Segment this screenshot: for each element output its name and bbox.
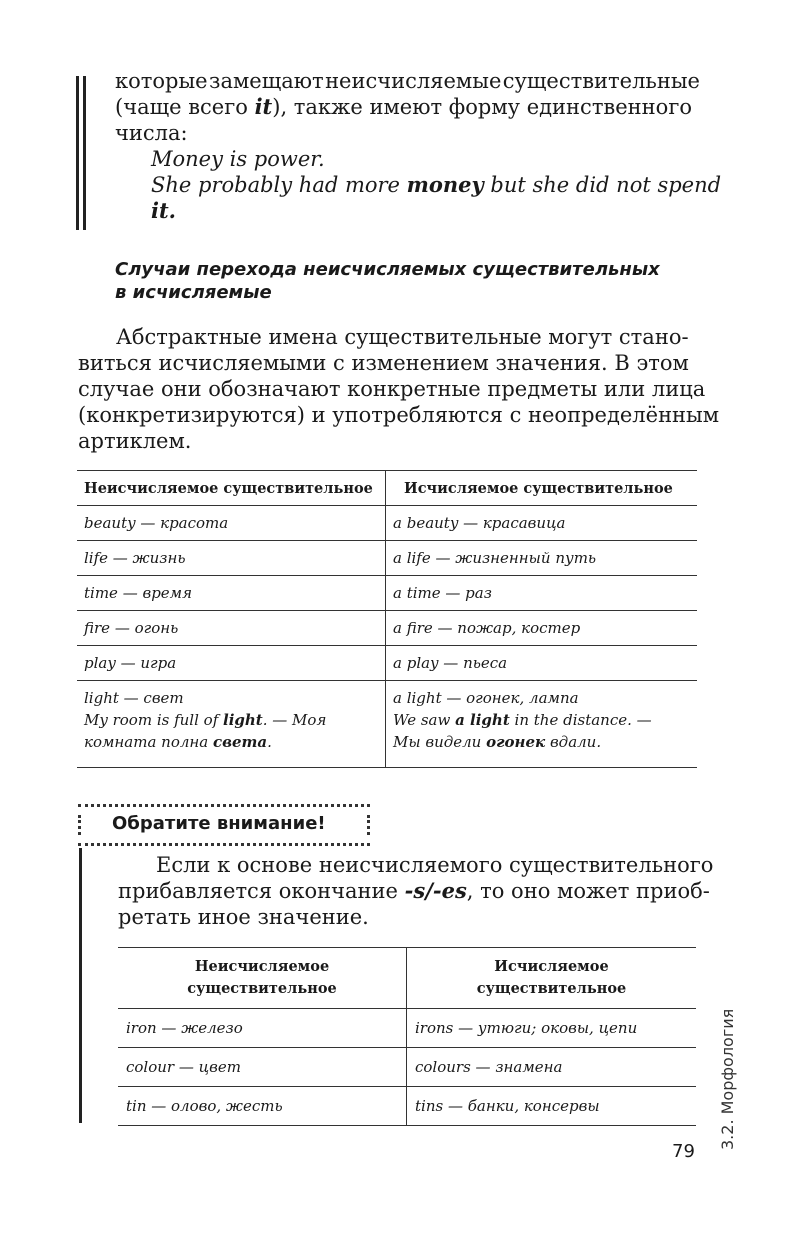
table-header-row bbox=[118, 948, 696, 1009]
noun-table-1 bbox=[77, 470, 697, 768]
table-row: colour — цвет colours — знамена bbox=[118, 1048, 696, 1087]
page-number: 79 bbox=[672, 1141, 695, 1162]
top-text-block bbox=[115, 68, 722, 224]
left-double-bar-1 bbox=[76, 76, 79, 230]
column-header: Неисчисляемое существительное bbox=[118, 948, 407, 1009]
note-title: Обратите внимание! bbox=[112, 813, 326, 834]
left-double-bar-2 bbox=[83, 76, 86, 230]
example-1: Money is power. bbox=[151, 147, 325, 171]
column-header: Исчисляемое существительное bbox=[386, 471, 698, 506]
table-row: beauty — красота a beauty — красавица bbox=[77, 506, 697, 541]
column-header: Неисчисляемое существительное bbox=[77, 471, 386, 506]
note-left-bar bbox=[79, 848, 82, 1123]
table-row: time — время a time — раз bbox=[77, 576, 697, 611]
noun-table-2 bbox=[118, 947, 696, 1126]
note-paragraph: Если к основе неисчисляемого существительного прибавляется окончание -s/-es, то оно может приоб- ретать иное значение. bbox=[118, 853, 714, 929]
table-row: iron — железо irons — утюги; оковы, цепи bbox=[118, 1009, 696, 1048]
table-row: play — игра a play — пьеса bbox=[77, 646, 697, 681]
table-header-row bbox=[77, 471, 697, 506]
top-line-2: (чаще всего it), также имеют форму единственного bbox=[115, 94, 692, 119]
table-row: tin — олово, жесть tins — банки, консервы bbox=[118, 1087, 696, 1126]
top-line-3: числа: bbox=[115, 121, 188, 145]
table-row: life — жизнь a life — жизненный путь bbox=[77, 541, 697, 576]
example-3: it. bbox=[151, 198, 176, 223]
example-2: She probably had more money but she did not spend bbox=[151, 172, 722, 197]
section-sidebar-label: 3.2. Морфология bbox=[718, 1008, 737, 1150]
top-line-1: которые замещают неисчисляемые существительные bbox=[115, 69, 700, 93]
table-row: fire — огонь a fire — пожар, костер bbox=[77, 611, 697, 646]
abstract-paragraph: Абстрактные имена существительные могут стано- виться исчисляемыми с изменением значения. В этом случае они обозначают конкретные предметы или лица (конкретизируются) и употребляются с неопределённым артиклем. bbox=[78, 325, 720, 453]
column-header: Исчисляемое существительное bbox=[407, 948, 697, 1009]
section-heading: Случаи перехода неисчисляемых существительных в исчисляемые bbox=[115, 259, 660, 303]
table-row: light — свет My room is full of light. — Моя комната полна света. a light — огонек, лампа We saw a light in the distance. — Мы видели огонек вдали. bbox=[77, 681, 697, 768]
